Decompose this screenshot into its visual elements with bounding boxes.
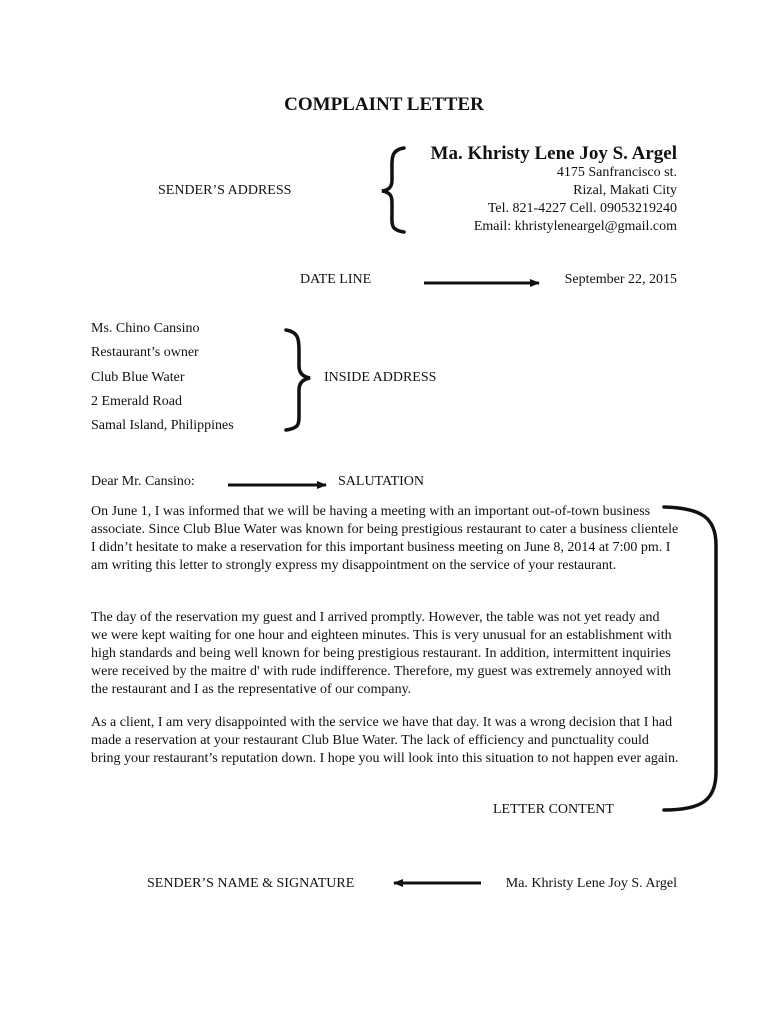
signature-name: Ma. Khristy Lene Joy S. Argel xyxy=(505,876,677,891)
senders-address-label: SENDER’S ADDRESS xyxy=(158,183,292,198)
body-paragraph: The day of the reservation my guest and I arrived promptly. However, the table was not yet ready and we were kept waiting for one hour and eighteen minutes. This is very unusual for an establishment with high standards and being well known for being prestigious restaurant. In addition, intermittent inquiries were received by the maitre d' with rude indifference. Therefore, my guest was extremely annoyed with the restaurant and I as the representative of our company. xyxy=(91,610,672,697)
body-paragraph: On June 1, I was informed that we will be having a meeting with an important out-of-town business associate. Since Club Blue Water was known for being prestigious restaurant to cater a business clientele I didn’t hesitate to make a reservation for this important business meeting on June 8, 2014 at 7:00 pm. I am writing this letter to strongly express my disappointment on the service of your restaurant. xyxy=(91,504,679,573)
senders-name-signature-label: SENDER’S NAME & SIGNATURE xyxy=(147,876,355,891)
sender-name: Ma. Khristy Lene Joy S. Argel xyxy=(430,143,677,164)
sender-address-line: Tel. 821-4227 Cell. 09053219240 xyxy=(487,201,677,216)
sender-address-line: 4175 Sanfrancisco st. xyxy=(556,165,677,180)
sender-address-brace-icon xyxy=(382,148,404,232)
sender-email-line: Email: khristyleneargel@gmail.com xyxy=(473,219,677,234)
salutation-text: Dear Mr. Cansino: xyxy=(91,474,195,489)
inside-address-brace-icon xyxy=(286,330,310,430)
letter-content-bracket-icon xyxy=(664,507,716,810)
body-paragraph: As a client, I am very disappointed with the service we have that day. It was a wrong decision that I had made a reservation at your restaurant Club Blue Water. The lack of efficiency and punctuality could bring your restaurant’s reputation down. I hope you will look into this situation to not happen ever again. xyxy=(91,715,679,766)
date-line-label: DATE LINE xyxy=(300,272,372,287)
letter-content-label: LETTER CONTENT xyxy=(493,802,614,817)
letter-date: September 22, 2015 xyxy=(564,272,677,287)
inside-address-label: INSIDE ADDRESS xyxy=(324,370,437,385)
inside-address-line: Samal Island, Philippines xyxy=(91,418,234,433)
sender-address-line: Rizal, Makati City xyxy=(573,183,677,198)
inside-address-line: Restaurant’s owner xyxy=(91,345,199,360)
inside-address-line: Club Blue Water xyxy=(91,370,185,385)
inside-address-line: 2 Emerald Road xyxy=(91,394,182,409)
page-title: COMPLAINT LETTER xyxy=(284,94,484,115)
salutation-label: SALUTATION xyxy=(338,474,424,489)
inside-address-line: Ms. Chino Cansino xyxy=(91,321,200,336)
